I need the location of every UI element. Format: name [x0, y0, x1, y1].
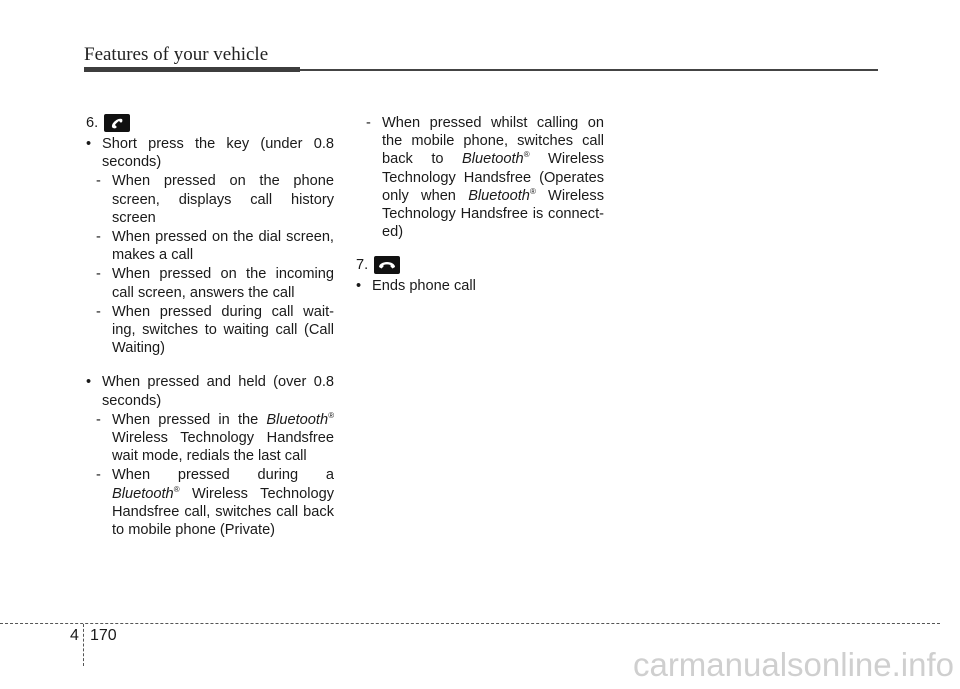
dash-incoming-call: - When pressed on the incoming call screen, answers the call — [96, 266, 334, 301]
footer-divider — [83, 624, 84, 666]
bullet-short-press: • Short press the key (under 0.8 seconds) — [86, 136, 334, 171]
bluetooth-brand: Bluetooth — [468, 187, 530, 204]
bullet-ends-call: • Ends phone call — [356, 278, 476, 295]
chapter-number: 4 — [70, 627, 79, 644]
dash-redial: - When pressed in the Bluetooth® Wireless Technology Handsfree wait mode, redials the last call — [96, 410, 334, 465]
dash-dial-screen: - When pressed on the dial screen, makes a call — [96, 229, 334, 264]
item-6-heading — [86, 113, 334, 133]
page-header-title: Features of your vehicle — [84, 44, 269, 65]
bluetooth-brand: Bluetooth — [112, 485, 174, 502]
registered-mark: ® — [529, 186, 536, 196]
dash-call-waiting: - When pressed during call wait-ing, switches to waiting call (Call Waiting) — [96, 303, 334, 357]
item-7-heading — [356, 255, 604, 275]
header-rule — [300, 69, 878, 71]
left-column — [86, 113, 334, 539]
bullet-press-and-hold: • When pressed and held (over 0.8 seconds) — [86, 374, 334, 409]
dash-private: - When pressed during a Bluetooth® Wireless Technology Handsfree call, switches call back to mobile phone (Private) — [96, 467, 334, 539]
phone-call-icon — [104, 114, 130, 132]
registered-mark: ® — [173, 484, 180, 494]
bluetooth-brand: Bluetooth — [266, 411, 329, 428]
registered-mark: ® — [328, 410, 334, 420]
phone-end-icon — [374, 256, 400, 274]
right-column — [356, 113, 604, 296]
header-rule-dark — [84, 67, 300, 72]
registered-mark: ® — [523, 150, 530, 160]
page-number: 170 — [90, 627, 117, 644]
dash-phone-screen: - When pressed on the phone screen, displays call history screen — [96, 173, 334, 226]
item-7-number: 7. — [356, 257, 369, 274]
item-6-number: 6. — [86, 114, 99, 131]
footer-rule — [0, 623, 940, 624]
bluetooth-brand: Bluetooth — [461, 151, 524, 168]
dash-switch-back: - When pressed whilst calling on the mobile phone, switches call back to Bluetooth® Wireless Technology Handsfree (Operates only when Bluetooth® Wireless Technology Handsfree is connect-ed) — [366, 115, 604, 241]
watermark: carmanualsonline.info — [632, 646, 954, 683]
